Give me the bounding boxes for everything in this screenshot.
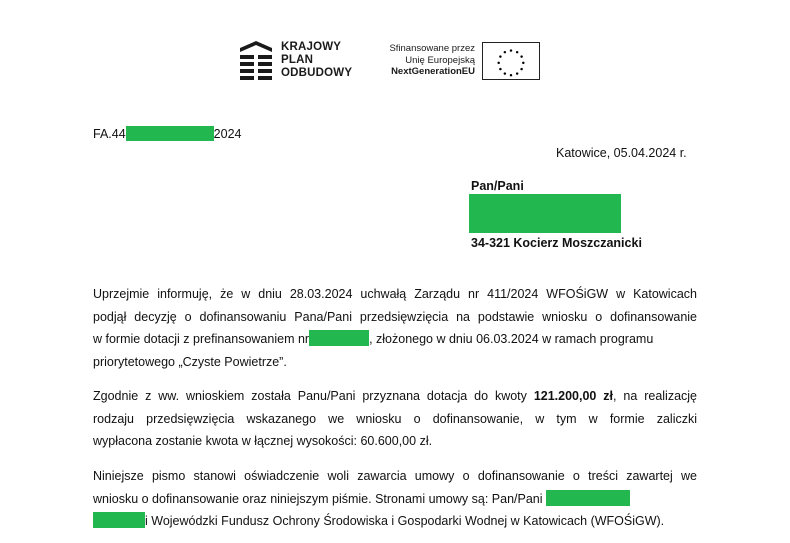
kpo-logo-line1: KRAJOWY [281, 41, 342, 53]
paragraph3-line3 [93, 510, 697, 533]
eu-funding-text [378, 43, 475, 78]
addressee-salutation: Pan/Pani [471, 179, 524, 193]
paragraph2-line1-after: , na realizację [613, 389, 698, 403]
paragraph3-line2-text: wniosku o dofinansowanie oraz niniejszym piśmie. Stronami umowy są: Pan/Pani [93, 491, 543, 506]
paragraph3-line3-text: i Wojewódzki Fundusz Ochrony Środowiska i Gospodarki Wodnej w Katowicach (WFOŚiGW). [145, 514, 665, 528]
eu-text-line1: Sfinansowane przez [389, 43, 475, 54]
paragraph1-line2: podjął decyzję o dofinansowaniu Pana/Pani przedsięwzięcia na podstawie wniosku o dofinansowanie [93, 309, 697, 324]
paragraph1-line4: priorytetowego „Czyste Powietrze”. [93, 354, 287, 369]
paragraph-grant [93, 385, 697, 453]
paragraph2-line2: rodzaju przedsięwzięcia wskazanego we wniosku o dofinansowanie, w tym w formie zaliczki [93, 411, 697, 426]
addressee-redaction [469, 194, 621, 233]
kpo-logo-line2: PLAN [281, 54, 314, 66]
paragraph2-line1 [93, 385, 697, 408]
addressee-city: 34-321 Kocierz Moszczanicki [471, 236, 642, 250]
redaction-block [546, 490, 630, 506]
letter-date: Katowice, 05.04.2024 r. [556, 146, 687, 160]
paragraph1-line3 [93, 328, 697, 351]
grant-amount: 121.200,00 zł [533, 389, 614, 403]
kpo-logo [237, 41, 359, 81]
redaction-block [126, 126, 214, 141]
redaction-block [93, 512, 145, 528]
paragraph1-line3-after: , złożonego w dniu 06.03.2024 w ramach programu [369, 332, 654, 346]
reference-number [93, 126, 241, 141]
redaction-block [309, 330, 369, 346]
paragraph-agreement [93, 465, 697, 533]
eu-flag-icon [482, 42, 540, 80]
reference-suffix: 2024 [213, 127, 242, 141]
eu-text-line3: NextGenerationEU [391, 66, 475, 77]
reference-prefix: FA.44 [93, 127, 126, 141]
paragraph-decision [93, 283, 697, 373]
paragraph1-line3-before: w formie dotacji z prefinansowaniem nr [93, 332, 310, 346]
paragraph2-line1-before: Zgodnie z ww. wnioskiem została Panu/Pani przyznana dotacja do kwoty [93, 389, 534, 403]
kpo-logo-icon [237, 41, 275, 81]
paragraph3-line1: Niniejsze pismo stanowi oświadczenie woli zawarcia umowy o dofinansowanie o treści zawartej we [93, 469, 697, 483]
kpo-logo-line3: ODBUDOWY [281, 67, 353, 79]
paragraph1-line1: Uprzejmie informuję, że w dniu 28.03.2024 uchwałą Zarządu nr 411/2024 WFOŚiGW w Katowicach [93, 287, 697, 301]
paragraph3-line2 [93, 488, 697, 511]
paragraph2-line3: wypłacona zostanie kwota w łącznej wysokości: 60.600,00 zł. [93, 434, 433, 448]
eu-text-line2: Unię Europejską [405, 54, 475, 66]
